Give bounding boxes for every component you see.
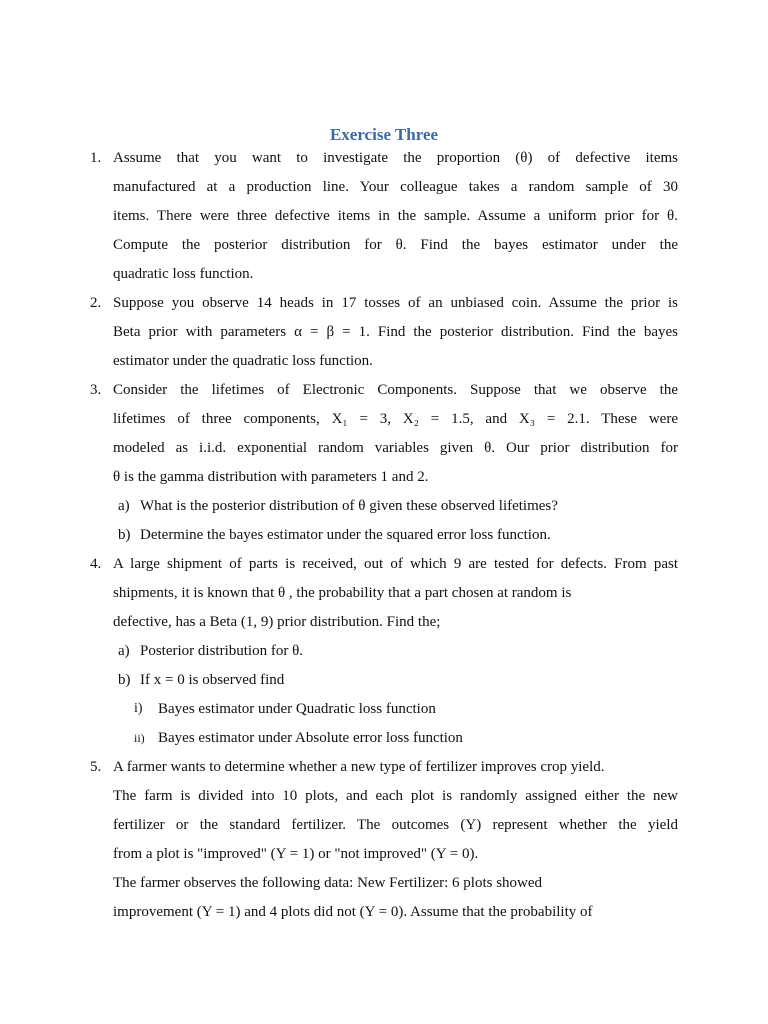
q4-b-text: If x = 0 is observed find	[140, 672, 285, 688]
page-title: Exercise Three	[329, 125, 439, 144]
q4-number: 4.	[90, 556, 102, 572]
q3-line-1: Consider the lifetimes of Electronic Components. Suppose that we observe the	[113, 382, 678, 398]
q5-number: 5.	[90, 759, 102, 775]
q4-line-2: shipments, it is known that θ , the probability that a part chosen at random is	[113, 585, 572, 601]
q1-line-3: items. There were three defective items in the sample. Assume a uniform prior for θ.	[113, 208, 678, 224]
q1-number: 1.	[90, 150, 102, 166]
q3-a-text: What is the posterior distribution of θ given these observed lifetimes?	[140, 498, 558, 514]
q3-b-label: b)	[118, 527, 131, 543]
q1-line-2: manufactured at a production line. Your colleague takes a random sample of 30	[113, 179, 678, 195]
q4-a-text: Posterior distribution for θ.	[140, 643, 304, 659]
q5-line-6: improvement (Y = 1) and 4 plots did not (Y = 0). Assume that the probability of	[113, 904, 593, 920]
q3-line-2: lifetimes of three components, X₁ = 3, X₂ = 1.5, and X₃ = 2.1. These were	[113, 411, 678, 427]
q4-ii-label: ii)	[134, 731, 145, 745]
q3-a-label: a)	[118, 498, 130, 514]
q4-i-text: Bayes estimator under Quadratic loss function	[158, 701, 436, 717]
q4-a-label: a)	[118, 643, 130, 659]
q2-line-2: Beta prior with parameters α = β = 1. Find the posterior distribution. Find the bayes	[113, 324, 678, 340]
q4-b-label: b)	[118, 672, 131, 688]
q2-number: 2.	[90, 295, 102, 311]
q1-line-5: quadratic loss function.	[113, 266, 254, 282]
q3-line-4: θ is the gamma distribution with parameters 1 and 2.	[113, 469, 429, 485]
q3-line-3: modeled as i.i.d. exponential random variables given θ. Our prior distribution for	[113, 440, 678, 456]
q5-line-2: The farm is divided into 10 plots, and each plot is randomly assigned either the new	[113, 788, 678, 804]
q2-line-1: Suppose you observe 14 heads in 17 tosses of an unbiased coin. Assume the prior is	[113, 295, 678, 311]
q4-i-label: i)	[134, 701, 143, 716]
q1-line-4: Compute the posterior distribution for θ. Find the bayes estimator under the	[113, 237, 678, 253]
q4-line-1: A large shipment of parts is received, out of which 9 are tested for defects. From past	[113, 556, 678, 572]
q4-ii-text: Bayes estimator under Absolute error loss function	[158, 730, 463, 746]
q5-line-3: fertilizer or the standard fertilizer. The outcomes (Y) represent whether the yield	[113, 817, 678, 833]
q5-line-5: The farmer observes the following data: New Fertilizer: 6 plots showed	[113, 875, 543, 891]
q4-line-3: defective, has a Beta (1, 9) prior distribution. Find the;	[113, 614, 441, 630]
q1-line-1: Assume that you want to investigate the proportion (θ) of defective items	[113, 150, 678, 166]
q2-line-3: estimator under the quadratic loss function.	[113, 353, 373, 369]
q3-b-text: Determine the bayes estimator under the squared error loss function.	[140, 527, 551, 543]
q5-line-1: A farmer wants to determine whether a new type of fertilizer improves crop yield.	[113, 759, 605, 775]
q3-number: 3.	[90, 382, 102, 398]
q5-line-4: from a plot is "improved" (Y = 1) or "not improved" (Y = 0).	[113, 846, 479, 862]
